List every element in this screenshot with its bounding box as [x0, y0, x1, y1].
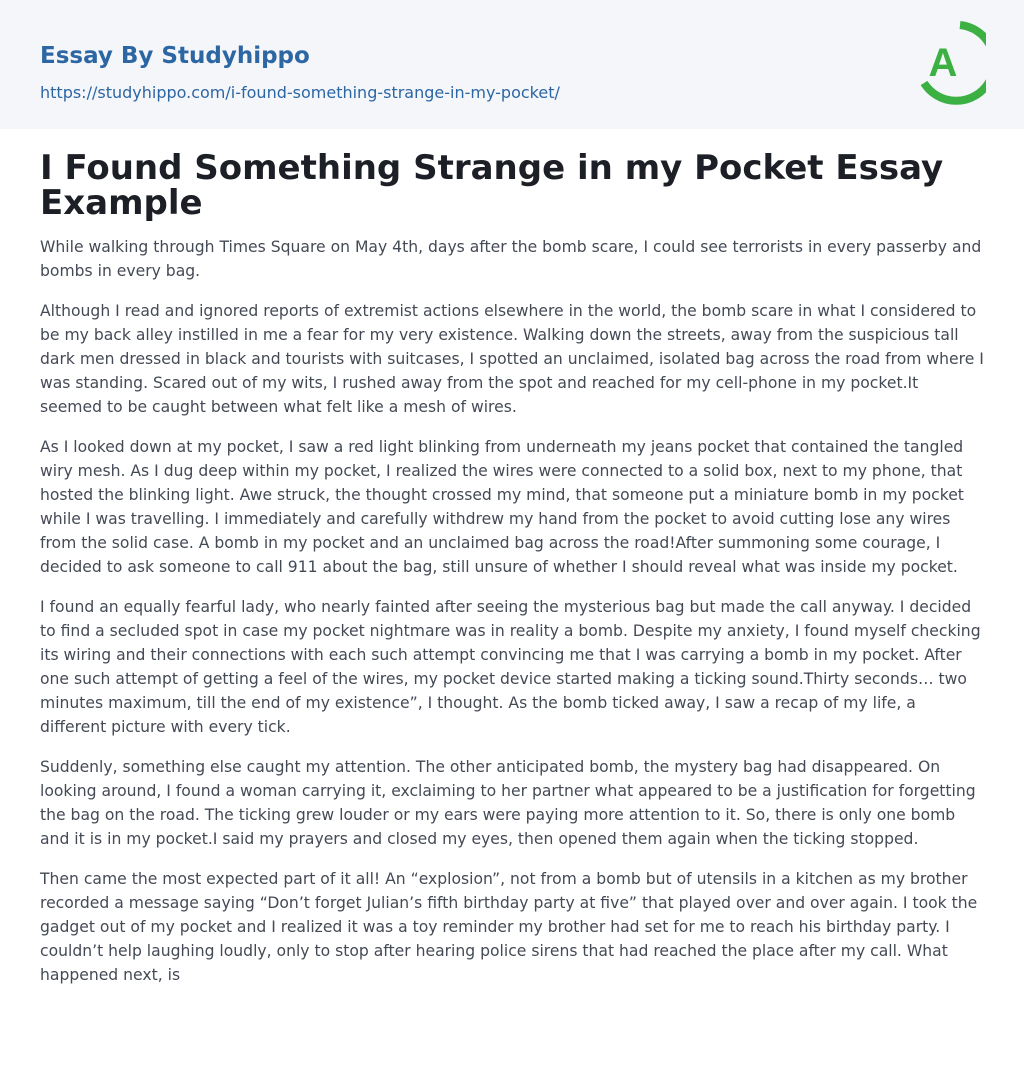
article-title: I Found Something Strange in my Pocket Essay Example: [40, 148, 944, 223]
article-paragraph: While walking through Times Square on May 4th, days after the bomb scare, I could see terrorists in every passerby and bombs in every bag.: [40, 238, 982, 280]
studyhippo-logo-icon[interactable]: [914, 19, 986, 107]
site-header: [0, 0, 1024, 129]
article-paragraph: Then came the most expected part of it all! An “explosion”, not from a bomb but of utensils in a kitchen as my brother recorded a message saying “Don’t forget Julian’s fifth birthday party at five” that played over and over again. I took the gadget out of my pocket and I realized it was a toy reminder my brother had set for me to reach his birthday party. I couldn’t help laughing loudly, only to stop after hearing police sirens that had reached the place after my call. What happened next, is: [40, 870, 978, 984]
essay-url-link[interactable]: https://studyhippo.com/i-found-something-strange-in-my-pocket/: [40, 83, 560, 102]
brand-title: Essay By Studyhippo: [40, 43, 310, 69]
article: [0, 129, 1024, 987]
article-paragraph: Suddenly, something else caught my attention. The other anticipated bomb, the mystery bag had disappeared. On looking around, I found a woman carrying it, exclaiming to her partner what appeared to be a justification for forgetting the bag on the road. The ticking grew louder or my ears were paying more attention to it. So, there is only one bomb and it is in my pocket.I said my prayers and closed my eyes, then opened them again when the ticking stopped.: [40, 758, 976, 848]
article-paragraph: Although I read and ignored reports of extremist actions elsewhere in the world, the bomb scare in what I considered to be my back alley instilled in me a fear for my very existence. Walking down the streets, away from the suspicious tall dark men dressed in black and tourists with suitcases, I spotted an unclaimed, isolated bag across the road from where I was standing. Scared out of my wits, I rushed away from the spot and reached for my cell-phone in my pocket.It seemed to be caught between what felt like a mesh of wires.: [40, 302, 984, 416]
article-paragraph: I found an equally fearful lady, who nearly fainted after seeing the mysterious bag but made the call anyway. I decided to find a secluded spot in case my pocket nightmare was in reality a bomb. Despite my anxiety, I found myself checking its wiring and their connections with each such attempt convincing me that I was carrying a bomb in my pocket. After one such attempt of getting a feel of the wires, my pocket device started making a ticking sound.Thirty seconds… two minutes maximum, till the end of my existence”, I thought. As the bomb ticked away, I saw a recap of my life, a different picture with every tick.: [40, 598, 981, 736]
logo-letter: A: [928, 41, 958, 85]
article-paragraph: As I looked down at my pocket, I saw a red light blinking from underneath my jeans pocket that contained the tangled wiry mesh. As I dug deep within my pocket, I realized the wires were connected to a solid box, next to my phone, that hosted the blinking light. Awe struck, the thought crossed my mind, that someone put a miniature bomb in my pocket while I was travelling. I immediately and carefully withdrew my hand from the pocket to avoid cutting lose any wires from the solid case. A bomb in my pocket and an unclaimed bag across the road!After summoning some courage, I decided to ask someone to call 911 about the bag, still unsure of whether I should reveal what was inside my pocket.: [40, 438, 964, 576]
